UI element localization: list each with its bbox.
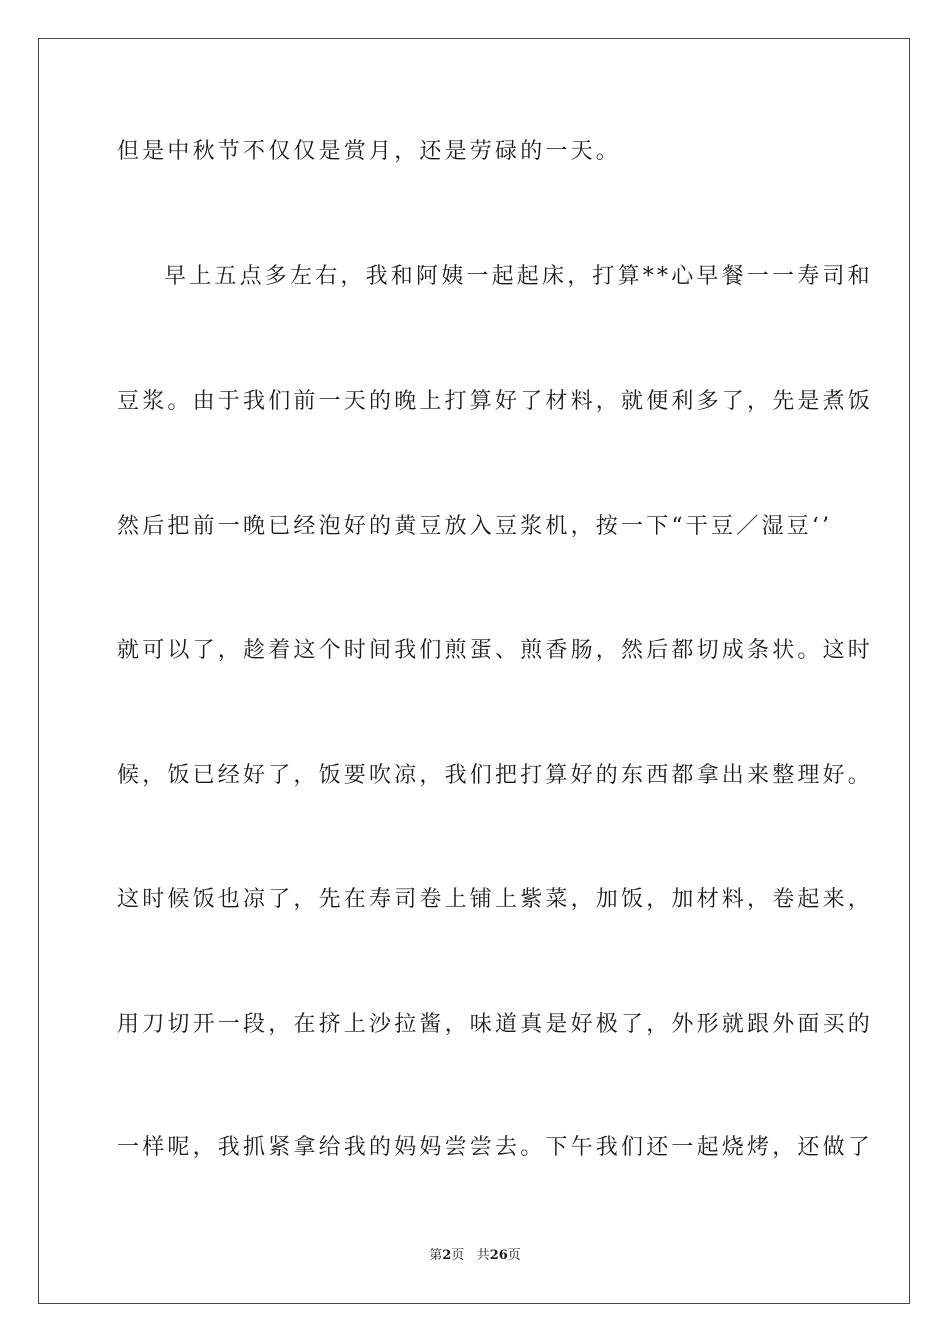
footer-total-pages: 26 [489, 1248, 508, 1263]
text-line-2: 早上五点多左右，我和阿姨一起起床，打算**心早餐一一寿司和 [164, 264, 873, 289]
footer-page-number: 2 [442, 1248, 452, 1263]
page-footer [0, 1247, 950, 1265]
page-border [38, 38, 910, 1304]
text-line-7: 这时候饭也凉了，先在寿司卷上铺上紫菜，加饭，加材料，卷起来， [117, 887, 874, 912]
footer-total-suffix: 页 [507, 1248, 521, 1263]
footer-total-prefix: 共 [476, 1248, 490, 1263]
text-line-1: 但是中秋节不仅仅是赏月，还是劳碌的一天。 [117, 139, 622, 164]
text-line-3: 豆浆。由于我们前一天的晚上打算好了材料，就便利多了，先是煮饭 [117, 389, 874, 414]
text-line-5: 就可以了，趁着这个时间我们煎蛋、煎香肠，然后都切成条状。这时 [117, 638, 874, 663]
footer-page-suffix: 页 [451, 1248, 465, 1263]
text-line-8: 用刀切开一段，在挤上沙拉酱，味道真是好极了，外形就跟外面买的 [117, 1012, 874, 1037]
footer-page-prefix: 第 [429, 1248, 443, 1263]
text-line-4: 然后把前一晚已经泡好的黄豆放入豆浆机，按一下“干豆／湿豆‘’ [117, 514, 833, 539]
text-line-6: 候，饭已经好了，饭要吹凉，我们把打算好的东西都拿出来整理好。 [117, 763, 874, 788]
text-line-9: 一样呢，我抓紧拿给我的妈妈尝尝去。下午我们还一起烧烤，还做了 [117, 1135, 874, 1160]
